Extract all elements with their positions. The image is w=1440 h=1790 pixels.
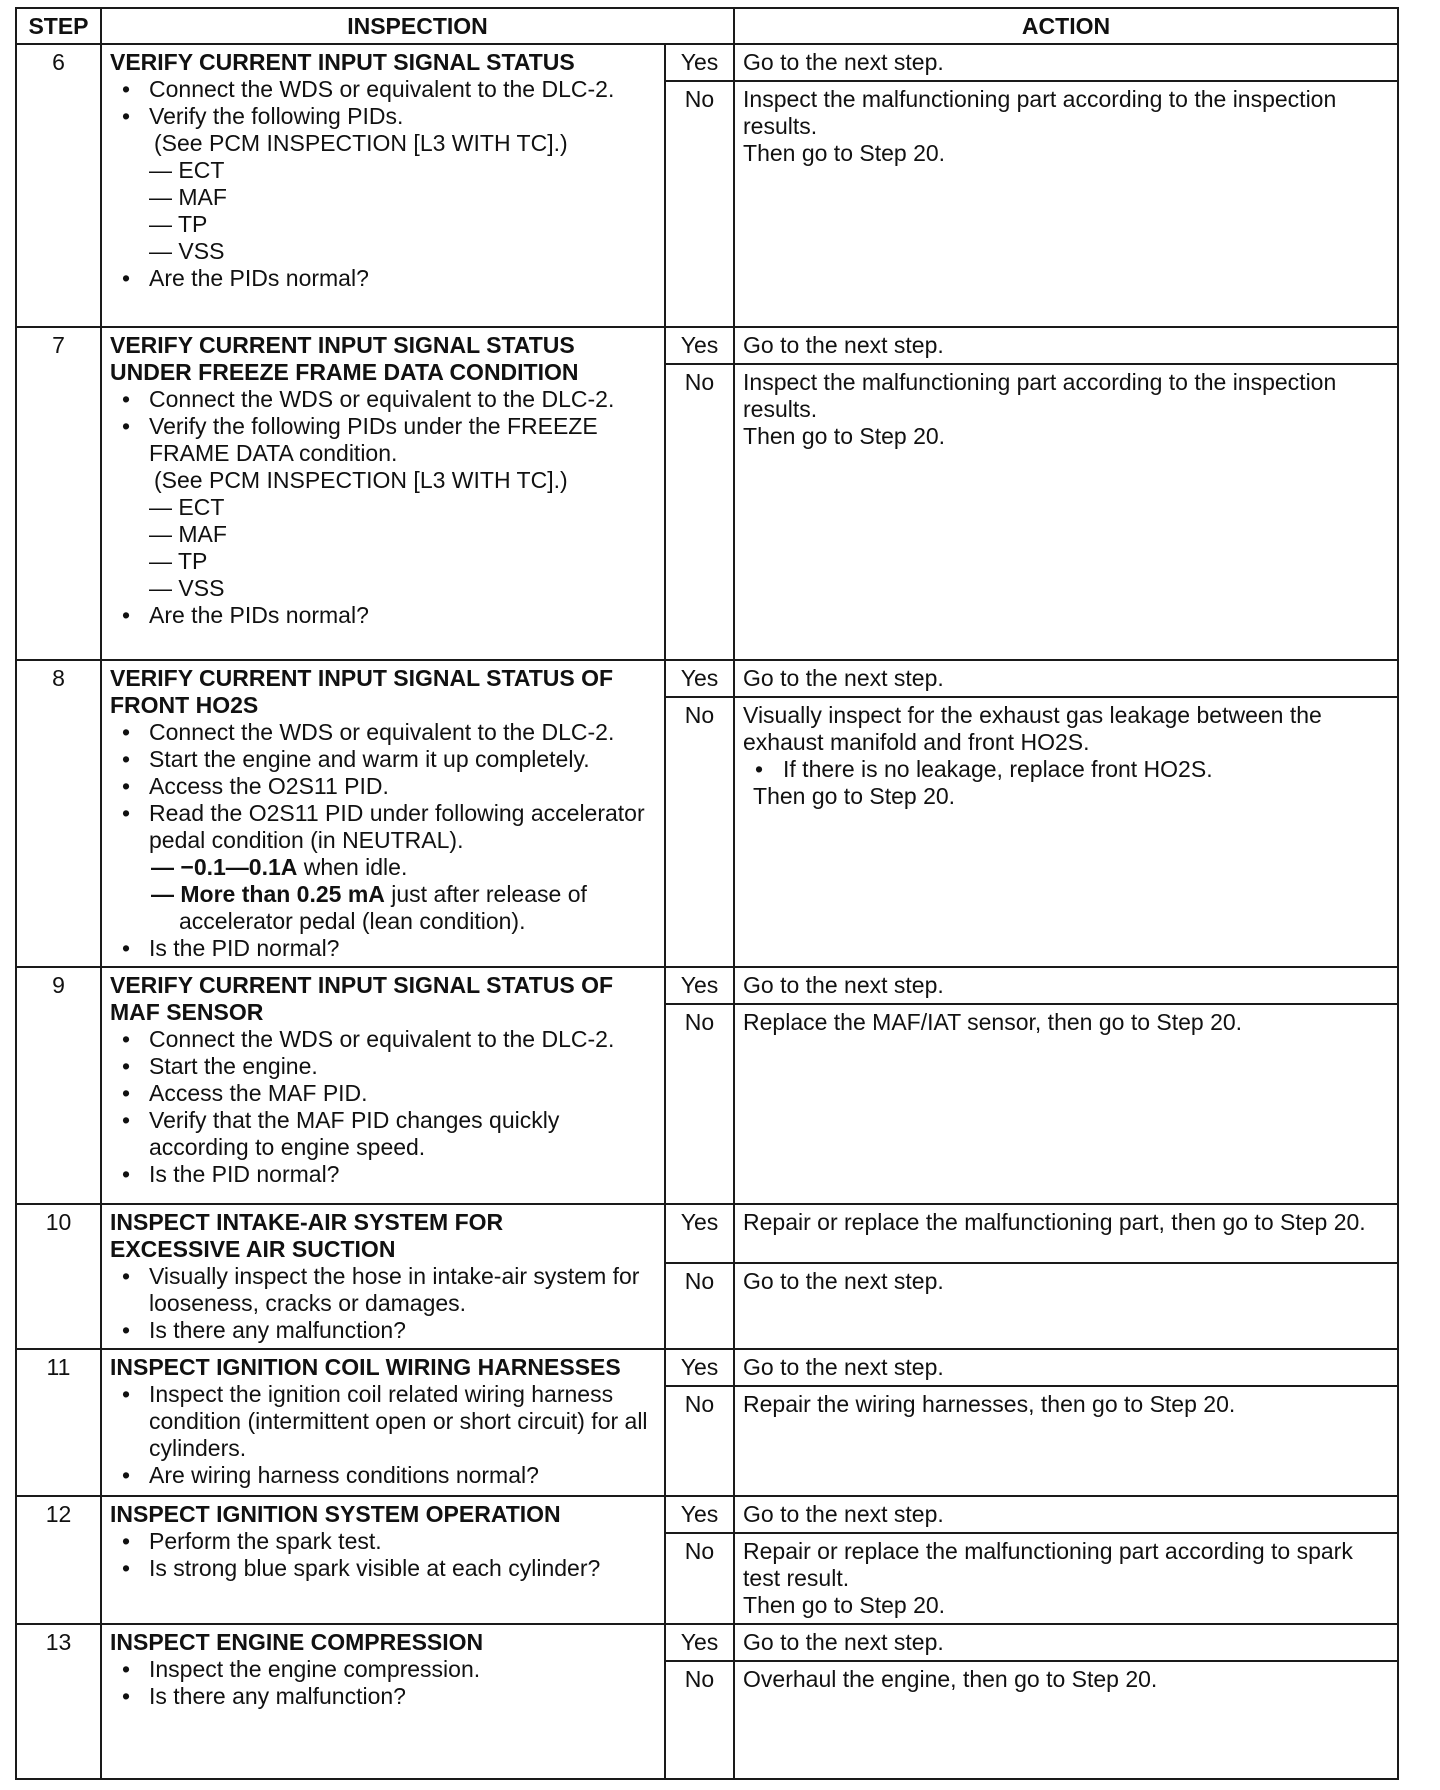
no-label: No: [665, 81, 734, 327]
no-label: No: [665, 697, 734, 967]
bullet-list: [110, 1263, 658, 1317]
yes-label: Yes: [665, 1624, 734, 1661]
bullet-list: [110, 386, 658, 413]
bullet-list: [110, 1528, 658, 1555]
pid-item: — TP: [149, 548, 208, 574]
inspection-bullet: • Connect the WDS or equivalent to the DLC-2.: [110, 386, 658, 413]
no-action-text: Go to the next step.: [743, 1268, 944, 1295]
yes-action-text: Go to the next step.: [743, 665, 944, 691]
no-action-text: Replace the MAF/IAT sensor, then go to Step 20.: [743, 1009, 1243, 1035]
pid-item: — MAF: [149, 184, 227, 210]
pid-item: — VSS: [149, 238, 225, 264]
inspection-bullet: • Inspect the ignition coil related wiring harness condition (intermittent open or short circuit) for all cylinders.: [110, 1381, 658, 1462]
inspection-bullet: • Verify the following PIDs under the FREEZE FRAME DATA condition.: [110, 413, 658, 467]
no-action: [734, 81, 1398, 327]
yes-action-text: Repair or replace the malfunctioning part, then go to Step 20.: [743, 1209, 1366, 1235]
yes-action: [734, 1624, 1398, 1661]
inspection-reference-note: (See PCM INSPECTION [L3 WITH TC].): [154, 467, 568, 493]
inspection-title: FRONT HO2S: [110, 692, 259, 718]
inspection-bullet: • Connect the WDS or equivalent to the DLC-2.: [110, 1026, 658, 1053]
table-row: [16, 1349, 1398, 1386]
inspection-title: VERIFY CURRENT INPUT SIGNAL STATUS: [110, 332, 575, 358]
no-label: No: [665, 1661, 734, 1779]
step-number: 9: [16, 967, 101, 1204]
yes-action: [734, 1349, 1398, 1386]
bullet-list: [110, 1026, 658, 1053]
bullet-list: [110, 800, 658, 854]
inspection-bullet: • Access the O2S11 PID.: [110, 773, 658, 800]
pid-condition-text: just after release of accelerator pedal (lean condition).: [179, 881, 587, 934]
inspection-title: EXCESSIVE AIR SUCTION: [110, 1236, 396, 1262]
pid-condition: [110, 854, 658, 881]
inspection-cell: [101, 327, 665, 660]
bullet-list: [110, 1317, 658, 1344]
no-action-text: Visually inspect for the exhaust gas leakage between the exhaust manifold and front HO2S.: [743, 702, 1322, 756]
bullet-list: [110, 935, 658, 962]
inspection-title: INSPECT IGNITION SYSTEM OPERATION: [110, 1501, 561, 1527]
bullet-list: [110, 719, 658, 746]
bullet-list: [110, 103, 658, 130]
inspection-title: VERIFY CURRENT INPUT SIGNAL STATUS: [110, 49, 575, 75]
diagnostic-table: [15, 7, 1399, 1780]
inspection-title: UNDER FREEZE FRAME DATA CONDITION: [110, 359, 579, 385]
step-number: 6: [16, 44, 101, 327]
yes-label: Yes: [665, 967, 734, 1004]
no-action: [734, 1386, 1398, 1496]
pid-condition-value: — −0.1—0.1A: [151, 854, 298, 880]
bullet-list: [110, 1462, 658, 1489]
no-action-text: Repair or replace the malfunctioning part according to spark test result.: [743, 1538, 1353, 1591]
inspection-bullet: • Read the O2S11 PID under following accelerator pedal condition (in NEUTRAL).: [110, 800, 658, 854]
inspection-title: INSPECT ENGINE COMPRESSION: [110, 1629, 484, 1655]
yes-action: [734, 1204, 1398, 1263]
yes-label: Yes: [665, 1496, 734, 1533]
yes-action-text: Go to the next step.: [743, 1501, 944, 1527]
no-action-text: Then go to Step 20.: [753, 783, 956, 810]
bullet-list: [110, 1107, 658, 1161]
inspection-bullet: • Are the PIDs normal?: [110, 602, 658, 629]
inspection-reference-note: (See PCM INSPECTION [L3 WITH TC].): [154, 130, 568, 156]
pid-condition-value: — More than 0.25 mA: [151, 881, 385, 907]
bullet-list: [110, 76, 658, 103]
bullet-list: [110, 773, 658, 800]
step-number: 13: [16, 1624, 101, 1779]
inspection-cell: [101, 967, 665, 1204]
header-inspection: INSPECTION: [101, 8, 734, 44]
no-label: No: [665, 364, 734, 660]
no-action: [734, 1533, 1398, 1624]
inspection-title: MAF SENSOR: [110, 999, 264, 1025]
table-row: [16, 660, 1398, 697]
table-row: [16, 1624, 1398, 1661]
diagnostic-procedure-document: [15, 7, 1397, 1780]
table-row: [16, 44, 1398, 81]
no-action: [734, 1004, 1398, 1204]
bullet-list: [110, 1656, 658, 1683]
yes-label: Yes: [665, 327, 734, 364]
inspection-bullet: • Is the PID normal?: [110, 935, 658, 962]
table-row: [16, 327, 1398, 364]
step-number: 7: [16, 327, 101, 660]
table-header-row: [16, 8, 1398, 44]
no-action-text: Then go to Step 20.: [743, 423, 946, 449]
yes-action-text: Go to the next step.: [743, 1629, 944, 1655]
yes-label: Yes: [665, 44, 734, 81]
inspection-bullet: • Verify the following PIDs.: [110, 103, 658, 130]
bullet-list: [110, 413, 658, 467]
yes-label: Yes: [665, 1204, 734, 1263]
inspection-bullet: • Visually inspect the hose in intake-air system for looseness, cracks or damages.: [110, 1263, 658, 1317]
yes-action: [734, 660, 1398, 697]
bullet-list: [110, 1161, 658, 1188]
header-step: STEP: [16, 8, 101, 44]
bullet-list: [110, 746, 658, 773]
bullet-list: [110, 1080, 658, 1107]
table-body: [16, 44, 1398, 1779]
inspection-bullet: • Inspect the engine compression.: [110, 1656, 658, 1683]
no-action-text: Repair the wiring harnesses, then go to Step 20.: [743, 1391, 1236, 1417]
table-row: [16, 1204, 1398, 1263]
no-label: No: [665, 1533, 734, 1624]
inspection-bullet: • Perform the spark test.: [110, 1528, 658, 1555]
no-action: [734, 1263, 1398, 1349]
table-row: [16, 967, 1398, 1004]
no-action-bullet: • If there is no leakage, replace front HO2S.: [743, 756, 1391, 783]
step-number: 11: [16, 1349, 101, 1496]
inspection-cell: [101, 1349, 665, 1496]
pid-item: — ECT: [149, 494, 225, 520]
inspection-bullet: • Verify that the MAF PID changes quickly according to engine speed.: [110, 1107, 658, 1161]
inspection-cell: [101, 44, 665, 327]
bullet-list: [110, 1555, 658, 1582]
no-label: No: [665, 1004, 734, 1204]
yes-label: Yes: [665, 660, 734, 697]
inspection-bullet: • Is there any malfunction?: [110, 1683, 658, 1710]
inspection-cell: [101, 1204, 665, 1349]
bullet-list: [110, 1053, 658, 1080]
step-number: 10: [16, 1204, 101, 1349]
pid-condition-text: when idle.: [297, 854, 408, 880]
header-action: ACTION: [734, 8, 1398, 44]
no-action-text: Inspect the malfunctioning part according to the inspection results.: [743, 86, 1337, 139]
inspection-title: INSPECT INTAKE-AIR SYSTEM FOR: [110, 1209, 504, 1235]
pid-condition: [110, 881, 658, 935]
no-action: [734, 364, 1398, 660]
inspection-bullet: • Start the engine and warm it up completely.: [110, 746, 658, 773]
no-action-text: Then go to Step 20.: [743, 140, 946, 166]
yes-action: [734, 327, 1398, 364]
inspection-title: INSPECT IGNITION COIL WIRING HARNESSES: [110, 1354, 621, 1380]
inspection-bullet: • Access the MAF PID.: [110, 1080, 658, 1107]
pid-item: — VSS: [149, 575, 225, 601]
step-number: 8: [16, 660, 101, 967]
pid-item: — ECT: [149, 157, 225, 183]
inspection-bullet: • Is the PID normal?: [110, 1161, 658, 1188]
no-action-text: Inspect the malfunctioning part according to the inspection results.: [743, 369, 1337, 422]
no-action: [734, 697, 1398, 967]
no-label: No: [665, 1386, 734, 1496]
bullet-list: [110, 1683, 658, 1710]
bullet-list: [110, 265, 658, 292]
inspection-bullet: • Are wiring harness conditions normal?: [110, 1462, 658, 1489]
inspection-bullet: • Are the PIDs normal?: [110, 265, 658, 292]
inspection-cell: [101, 1624, 665, 1779]
inspection-cell: [101, 1496, 665, 1624]
yes-action: [734, 44, 1398, 81]
pid-item: — TP: [149, 211, 208, 237]
inspection-cell: [101, 660, 665, 967]
yes-action-text: Go to the next step.: [743, 1354, 944, 1380]
inspection-title: VERIFY CURRENT INPUT SIGNAL STATUS OF: [110, 972, 614, 998]
no-label: No: [665, 1263, 734, 1349]
inspection-bullet: • Start the engine.: [110, 1053, 658, 1080]
no-action: [734, 1661, 1398, 1779]
inspection-bullet: • Connect the WDS or equivalent to the DLC-2.: [110, 76, 658, 103]
yes-action-text: Go to the next step.: [743, 49, 944, 75]
bullet-list: [110, 1381, 658, 1462]
bullet-list: [110, 602, 658, 629]
inspection-bullet: • Is strong blue spark visible at each cylinder?: [110, 1555, 658, 1582]
no-action-text: Overhaul the engine, then go to Step 20.: [743, 1666, 1158, 1692]
inspection-bullet: • Is there any malfunction?: [110, 1317, 658, 1344]
yes-action: [734, 1496, 1398, 1533]
yes-action-text: Go to the next step.: [743, 972, 944, 998]
step-number: 12: [16, 1496, 101, 1624]
inspection-title: VERIFY CURRENT INPUT SIGNAL STATUS OF: [110, 665, 614, 691]
yes-label: Yes: [665, 1349, 734, 1386]
pid-item: — MAF: [149, 521, 227, 547]
yes-action-text: Go to the next step.: [743, 332, 944, 358]
table-row: [16, 1496, 1398, 1533]
inspection-bullet: • Connect the WDS or equivalent to the DLC-2.: [110, 719, 658, 746]
no-action-text: Then go to Step 20.: [743, 1592, 946, 1618]
yes-action: [734, 967, 1398, 1004]
